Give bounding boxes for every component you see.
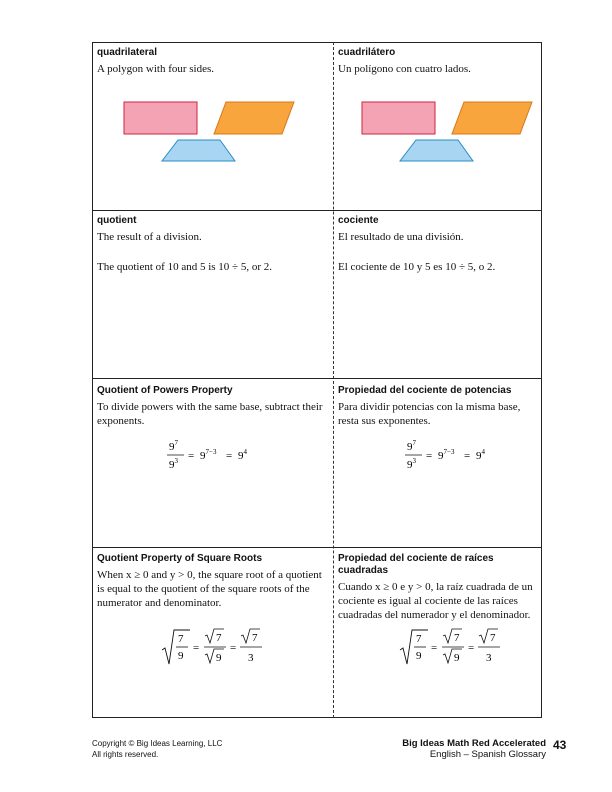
term-title: cuadrilátero	[338, 47, 396, 58]
term-title: quadrilateral	[97, 47, 158, 58]
powers-formula	[400, 437, 510, 473]
numerator-root: 7	[490, 632, 496, 644]
footer-book-block	[402, 738, 546, 760]
rectangle-shape	[124, 102, 197, 134]
numerator: $9^7$	[407, 439, 416, 453]
parallelogram-shape	[214, 102, 294, 134]
radicand-denominator: 9	[178, 650, 184, 662]
term-definition: A polygon with four sides.	[97, 63, 215, 75]
term-definition: Cuando x ≥ 0 e y > 0, la raíz cuadrada de un cociente es igual al cociente de las raíces cuadradas del numerador y el denominador.	[338, 581, 533, 621]
term-title: Propiedad del cociente de potencias	[338, 385, 512, 396]
radicand-denominator: 9	[416, 650, 422, 662]
equals-sign: =	[188, 450, 195, 462]
term-definition: Para dividir potencias con la misma base, resta sus exponentes.	[338, 401, 521, 427]
radicand-numerator: 7	[416, 633, 422, 645]
intermediate-power: $9^{7-3}$	[200, 448, 217, 462]
result-power: $9^4$	[238, 448, 247, 462]
numerator-root: 7	[252, 632, 258, 644]
numerator-root: 7	[454, 632, 460, 644]
term-definition: The result of a division.	[97, 231, 202, 243]
result-power: $9^4$	[476, 448, 485, 462]
equals-sign: =	[468, 642, 475, 654]
row-divider	[92, 547, 542, 548]
term-title: Quotient of Powers Property	[97, 385, 233, 396]
numerator-root: 7	[216, 632, 222, 644]
rights-text: All rights reserved.	[92, 750, 159, 759]
denominator-root: 9	[216, 652, 222, 664]
term-title: quotient	[97, 215, 137, 226]
term-definition: Un polígono con cuatro lados.	[338, 63, 471, 75]
simplified-denominator: 3	[486, 652, 492, 664]
equals-sign: =	[230, 642, 237, 654]
simplified-denominator: 3	[248, 652, 254, 664]
term-definition: When x ≥ 0 and y > 0, the square root of a quotient is equal to the quotient of the square roots of the numerator and denominator.	[97, 569, 322, 609]
trapezoid-shape	[162, 140, 235, 161]
term-definition: To divide powers with the same base, subtract their exponents.	[97, 401, 323, 427]
term-title: cociente	[338, 215, 379, 226]
denominator: $9^3$	[407, 457, 416, 471]
column-divider	[333, 42, 334, 718]
row-divider	[92, 378, 542, 379]
denominator-root: 9	[454, 652, 460, 664]
square-root-formula	[398, 628, 508, 668]
parallelogram-shape	[452, 102, 532, 134]
powers-formula	[162, 437, 272, 473]
quadrilateral-figures	[356, 100, 556, 165]
equals-sign: =	[431, 642, 438, 654]
card-quotient-en	[97, 215, 333, 274]
equals-sign: =	[193, 642, 200, 654]
footer-copyright-block	[92, 738, 222, 760]
term-definition: El resultado de una división.	[338, 231, 464, 243]
glossary-title: English – Spanish Glossary	[429, 749, 546, 760]
term-example: El cociente de 10 y 5 es 10 ÷ 5, o 2.	[338, 261, 496, 273]
card-quotient-of-powers-en	[97, 385, 333, 428]
denominator: $9^3$	[169, 457, 178, 471]
term-example: The quotient of 10 and 5 is 10 ÷ 5, or 2.	[97, 261, 272, 273]
book-title: Big Ideas Math Red Accelerated	[402, 738, 546, 749]
page-number: 43	[553, 738, 567, 752]
term-title: Propiedad del cociente de raíces cuadradas	[338, 553, 494, 576]
term-title: Quotient Property of Square Roots	[97, 553, 263, 564]
radicand-numerator: 7	[178, 633, 184, 645]
intermediate-power: $9^{7-3}$	[438, 448, 455, 462]
card-quotient-es	[338, 215, 538, 274]
rectangle-shape	[362, 102, 435, 134]
equals-sign: =	[464, 450, 471, 462]
trapezoid-shape	[400, 140, 473, 161]
card-quadrilateral-en	[97, 47, 333, 76]
card-quotient-square-roots-en	[97, 553, 329, 610]
numerator: $9^7$	[169, 439, 178, 453]
quadrilateral-figures	[118, 100, 318, 165]
card-quotient-square-roots-es	[338, 553, 540, 622]
equals-sign: =	[226, 450, 233, 462]
equals-sign: =	[426, 450, 433, 462]
card-quadrilateral-es	[338, 47, 538, 76]
row-divider	[92, 210, 542, 211]
square-root-formula	[160, 628, 270, 668]
copyright-text: Copyright © Big Ideas Learning, LLC	[92, 739, 223, 748]
card-quotient-of-powers-es	[338, 385, 538, 428]
